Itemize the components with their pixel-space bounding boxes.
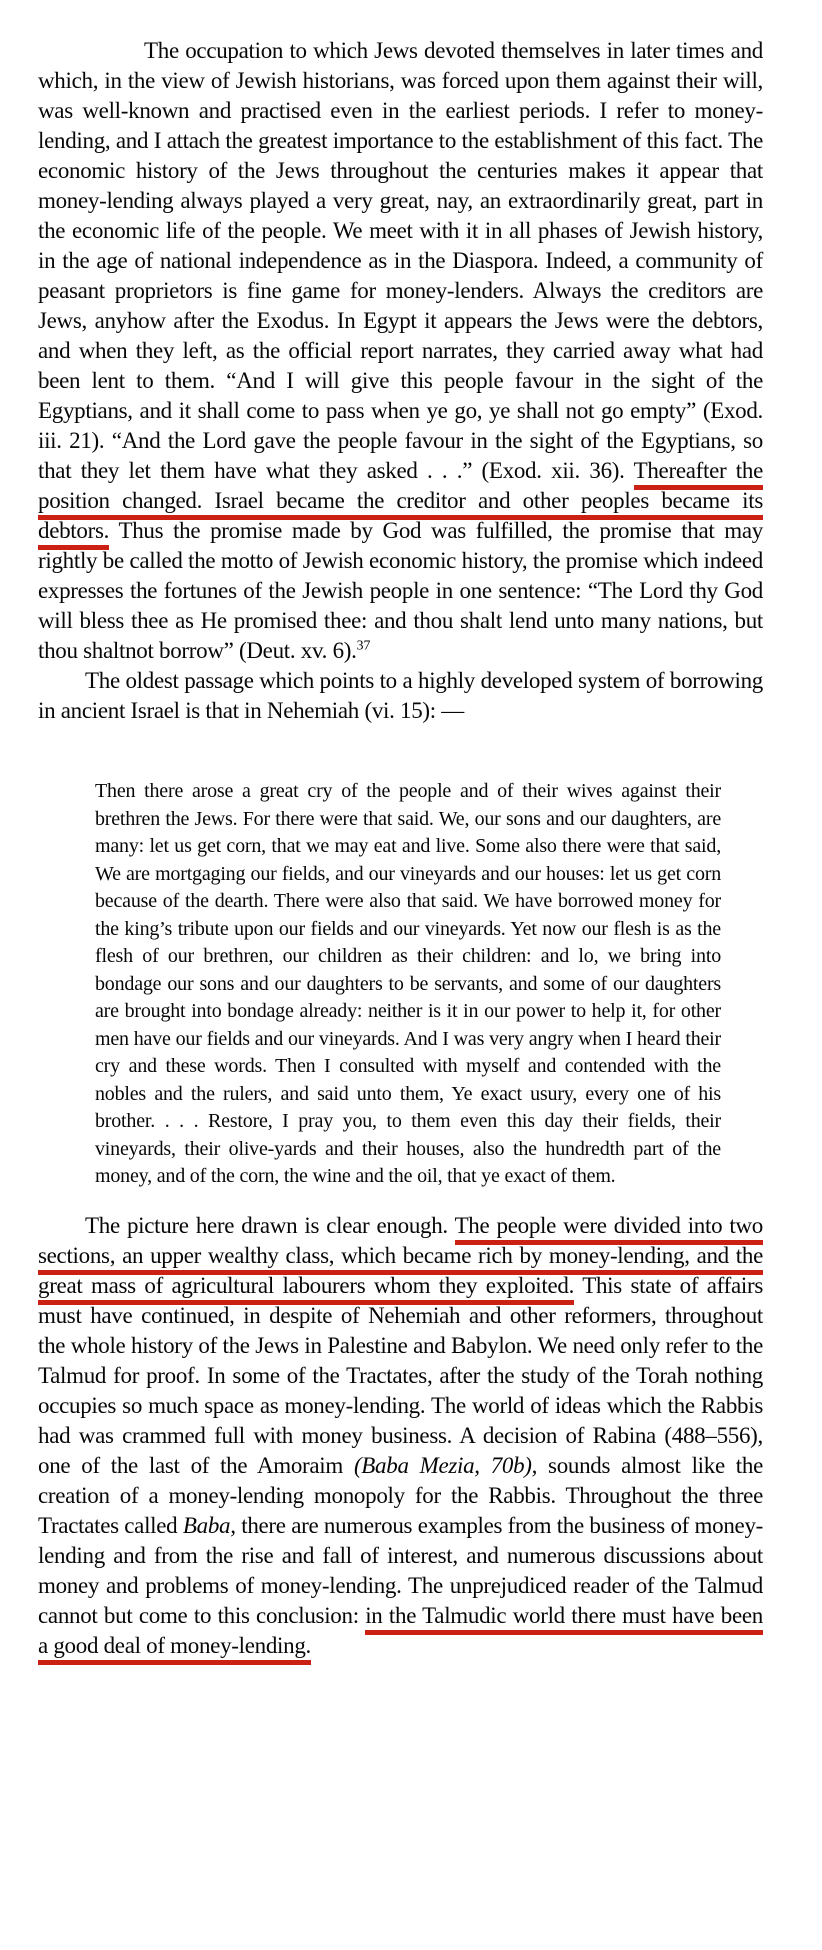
italic-text-segment: (Baba Mezia, 70b), — [353, 1452, 538, 1478]
paragraph-picture-here-drawn — [38, 1211, 763, 1661]
text-segment: The occupation to which Jews devoted themselves in later times and which, in the view of Jewish historians, was forced upon them against their will, was well-known and practised even in the earliest periods. I refer to money-lending, and I attach the greatest importance to the establishment of this fact. The economic history of the Jews throughout the centuries makes it appear that money-lending always played a very great, nay, an extraordinarily great, part in the economic life of the people. We meet with it in all phases of Jewish history, in the age of national independence as in the Diaspora. Indeed, a community of peasant proprietors is fine game for money-lenders. Always the creditors are Jews, anyhow after the Exodus. In Egypt it appears the Jews were the debtors, and when they left, as the official report narrates, they carried away what had been lent to them. “And I will give this people favour in the sight of the Egyptians, and it shall come to pass when ye go, ye shall not go empty” (Exod. iii. 21). “And the Lord gave the people favour in the sight of the Egyptians, so that they let them have what they asked . . .” (Exod. xii. 36). — [38, 38, 763, 483]
block-quote-nehemiah — [95, 778, 721, 1191]
paragraph-oldest-passage — [38, 666, 763, 726]
text-segment: there are numerous examples from the business of money-lending and from the rise and fall of interest, and numerous discussions about money and problems of money-lending. The unprejudiced reader of the Talmud cannot but come to this conclusion: — [38, 1512, 764, 1628]
red-pen-underlined-text: The people were divided into two sections, an upper wealthy class, which became rich by money-lending, and the great mass of agricultural labourers whom they exploited. — [38, 1213, 763, 1305]
footnote-reference: 37 — [356, 637, 371, 653]
text-segment: The picture here drawn is clear enough. — [85, 1212, 455, 1238]
text-segment: Then there arose a great cry of the people and of their wives against their brethren the Jews. For there were that said. We, our sons and our daughters, are many: let us get corn, that we may eat and live. Some also there were that said, We are mortgaging our fields, and our vineyards and our houses: let us get corn because of the dearth. There were also that said. We have borrowed money for the king’s tribute upon our fields and our vineyards. Yet now our flesh is as the flesh of our brethren, our children as their children: and lo, we bring into bondage our sons and our daughters to be servants, and some of our daughters are brought into bondage already: neither is it in our power to help it, for other men have our fields and our vineyards. And I was very angry when I heard their cry and these words. Then I consulted with myself and contended with the nobles and the rulers, and said unto them, Ye exact usury, every one of his brother. . . . Restore, I pray you, to them even this day their fields, their vineyards, their olive-yards and their houses, also the hundredth part of the money, and of the corn, the wine and the oil, that ye exact of them. — [95, 780, 721, 1187]
text-segment: sounds almost like the creation of a money-lending monopoly for the Rabbis. Throughout the three Tractates called — [38, 1452, 763, 1538]
red-pen-underlined-text: Thereafter the position changed. Israel became the creditor and other peoples became its debtors. — [38, 458, 763, 550]
text-segment: The oldest passage which points to a highly developed system of borrowing in ancient Israel is that in Nehemiah (vi. 15): — — [38, 668, 763, 723]
text-segment: This state of affairs must have continued, in despite of Nehemiah and other reformers, throughout the whole history of the Jews in Palestine and Babylon. We need only refer to the Talmud for proof. In some of the Tractates, after the study of the Torah nothing occupies so much space as money-lending. The world of ideas which the Rabbis had was crammed full with money business. A decision of Rabina (488–556), one of the last of the Amoraim — [38, 1272, 763, 1478]
paragraph-money-lending-history — [38, 36, 763, 666]
italic-text-segment: Baba, — [182, 1512, 236, 1538]
red-pen-underlined-text: in the Talmudic world there must have been a good deal of money-lending. — [38, 1603, 763, 1665]
text-block — [38, 36, 763, 1661]
text-segment: Thus the promise made by God was fulfilled, the promise that may rightly be called the motto of Jewish economic history, the promise which indeed expresses the fortunes of the Jewish people in one sentence: “The Lord thy God will bless thee as He promised thee: and thou shalt lend unto many nations, but thou shaltnot borrow” (Deut. xv. 6). — [38, 518, 763, 663]
